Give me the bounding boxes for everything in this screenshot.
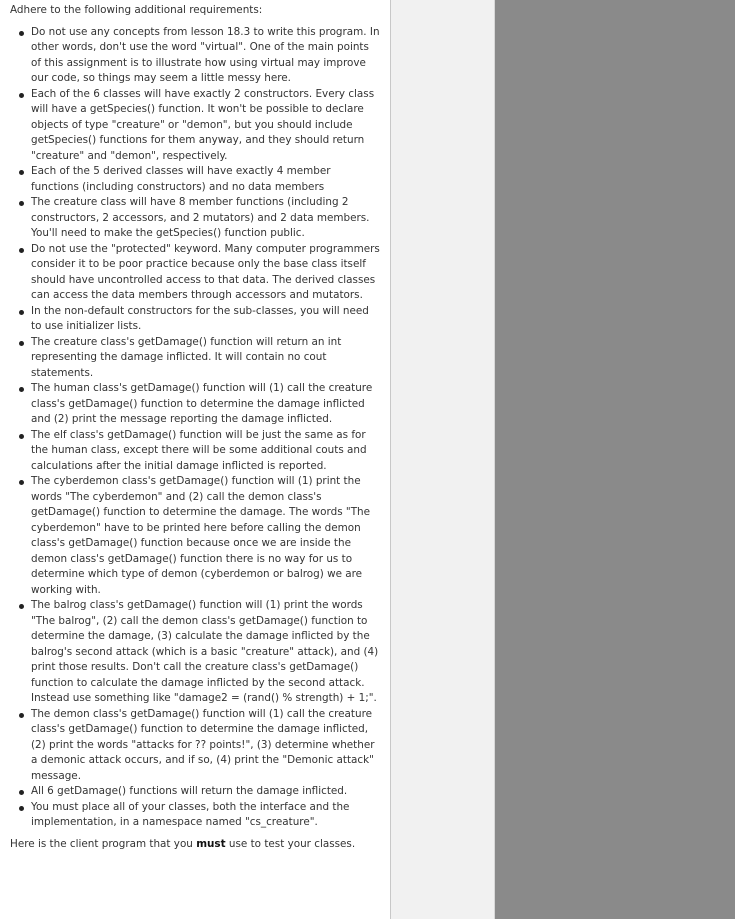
requirement-item: The balrog class's getDamage() function will (1) print the words "The balrog", (2) call the demon class's getDamage() function to determine the damage, (3) calculate the damage inflicted by the balrog's second attack (which is a basic "creature" attack), and (4) print those results. Don't call the creature class's getDamage() function to calculate the damage inflicted by the second attack. Instead use something like "damage2 = (rand() % strength) + 1;". <box>31 598 380 707</box>
requirement-item: In the non-default constructors for the sub-classes, you will need to use initializer lists. <box>31 304 380 335</box>
requirement-item: The demon class's getDamage() function will (1) call the creature class's getDamage() function to determine the damage inflicted, (2) print the words "attacks for ?? points!", (3) determine whether a demonic attack occurs, and if so, (4) print the "Demonic attack" message. <box>31 707 380 785</box>
requirement-item: All 6 getDamage() functions will return the damage inflicted. <box>31 784 380 800</box>
requirements-heading: Adhere to the following additional requirements: <box>10 4 263 16</box>
requirement-item: The creature class's getDamage() function will return an int representing the damage inflicted. It will contain no cout statements. <box>31 335 380 382</box>
requirement-item: The elf class's getDamage() function will be just the same as for the human class, except there will be some additional couts and calculations after the initial damage inflicted is reported. <box>31 428 380 475</box>
requirement-item: The creature class will have 8 member functions (including 2 constructors, 2 accessors, and 2 mutators) and 2 data members. You'll need to make the getSpecies() function public. <box>31 195 380 242</box>
client-line-text-end: use to test your classes. <box>225 837 356 850</box>
gray-background-panel <box>495 0 735 919</box>
requirement-item: Each of the 6 classes will have exactly 2 constructors. Every class will have a getSpecies() function. It won't be possible to declare objects of type "creature" or "demon", but you should include getSpecies() functions for them anyway, and they should return "creature" and "demon", respectively. <box>31 87 380 165</box>
requirements-list <box>10 25 380 831</box>
client-program-line <box>10 837 380 853</box>
requirement-item: The human class's getDamage() function will (1) call the creature class's getDamage() function to determine the damage inflicted and (2) print the message reporting the damage inflicted. <box>31 381 380 428</box>
requirement-item: Do not use the "protected" keyword. Many computer programmers consider it to be poor practice because only the base class itself should have uncontrolled access to that data. The derived classes can access the data members through accessors and mutators. <box>31 242 380 304</box>
client-line-emphasis: must <box>196 837 226 850</box>
requirement-item: You must place all of your classes, both the interface and the implementation, in a namespace named "cs_creature". <box>31 800 380 831</box>
client-line-text-start: Here is the client program that you <box>10 837 197 850</box>
blank-side-panel <box>391 0 495 919</box>
requirement-item: Each of the 5 derived classes will have exactly 4 member functions (including constructors) and no data members <box>31 164 380 195</box>
requirement-item: Do not use any concepts from lesson 18.3 to write this program. In other words, don't use the word "virtual". One of the main points of this assignment is to illustrate how using virtual may improve our code, so things may seem a little messy here. <box>31 25 380 87</box>
requirement-item: The cyberdemon class's getDamage() function will (1) print the words "The cyberdemon" and (2) call the demon class's getDamage() function to determine the damage. The words "The cyberdemon" have to be printed here before calling the demon class's getDamage() function because once we are inside the demon class's getDamage() function there is no way for us to determine which type of demon (cyberdemon or balrog) we are working with. <box>31 474 380 598</box>
